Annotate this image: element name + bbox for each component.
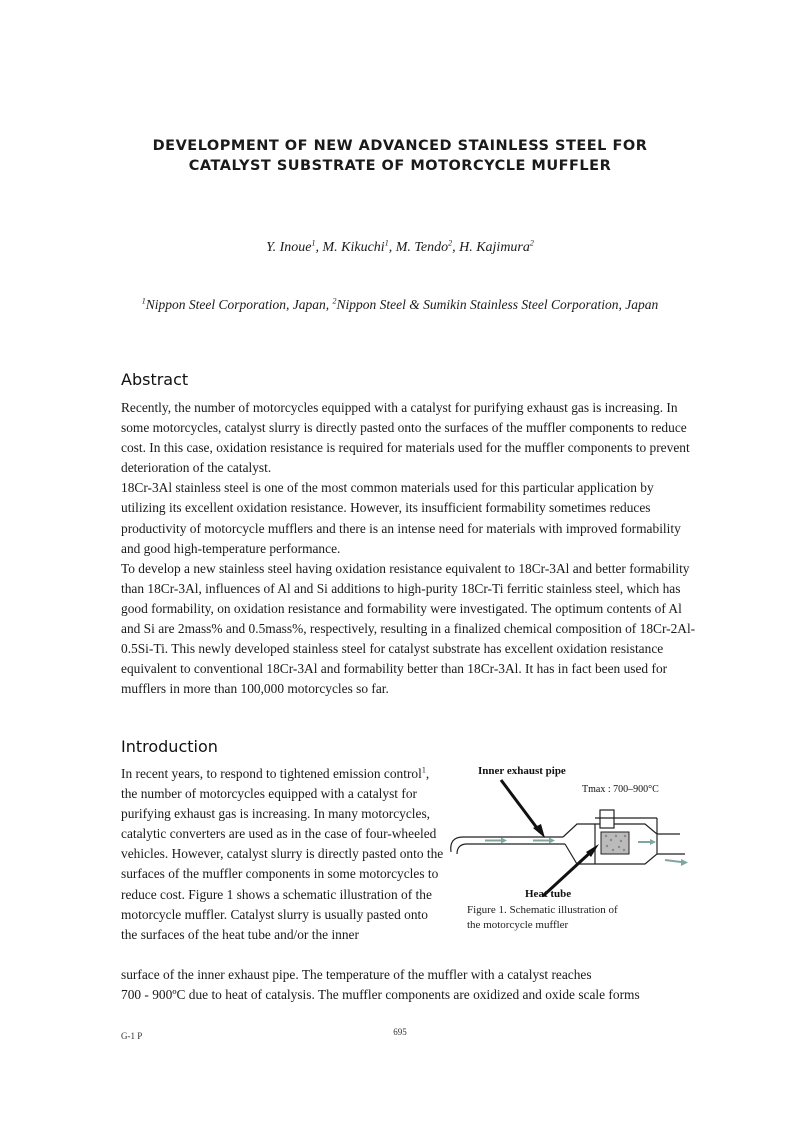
affiliations: $^1$Nippon Steel Corporation, Japan, $^2$Nippon Steel & Sumikin Stainless Steel Corporation, Japan xyxy=(141,296,659,312)
citation-sup: 1 xyxy=(421,765,426,775)
author-name: M. Tendo xyxy=(395,240,449,255)
intro-line: surface of the inner exhaust pipe. The temperature of the muffler with a catalyst reaches xyxy=(121,967,592,982)
footer-session-code: G-1 P xyxy=(121,1031,143,1041)
label-heat-tube: Heat tube xyxy=(525,888,572,900)
pipe-inlet-curve-bottom xyxy=(457,844,467,854)
abstract-paragraph: 18Cr-3Al stainless steel is one of the most common materials used for this particular application by utilizing its excellent oxidation resistance. However, its insufficient formability sometimes reduces productivity of motorcycle mufflers and there is an intense need for materials with improved formability and good high-temperature performance. xyxy=(121,480,681,556)
abstract-body xyxy=(121,398,701,699)
author-affil-sup: 2 xyxy=(448,238,453,248)
caption-line: Figure 1. Schematic illustration of xyxy=(467,904,618,916)
intro-text: , the number of motorcycles equipped with a catalyst for purifying exhaust gas is increasing. In many motorcycles, catalytic converters are used as in the case of four-wheeled vehicles. However, catalyst slurry is directly pasted onto the surfaces of the muffler components in some motorcycles to reduce cost. Figure 1 shows a schematic illustration of the motorcycle muffler. Catalyst slurry is usually pasted onto the surfaces of the heat tube and/or the inner xyxy=(121,766,444,942)
label-inner-exhaust-pipe: Inner exhaust pipe xyxy=(478,765,566,777)
intro-text: In recent years, to respond to tightened emission control xyxy=(121,766,422,781)
author-list: Y. Inoue$^1$, M. Kikuchi$^1$, M. Tendo$^2$, H. Kajimura$^2$ xyxy=(266,238,534,255)
title-line-2: CATALYST SUBSTRATE OF MOTORCYCLE MUFFLER xyxy=(188,158,612,174)
abstract-paragraph: Recently, the number of motorcycles equipped with a catalyst for purifying exhaust gas is increasing. In some motorcycles, catalyst slurry is directly pasted onto the surfaces of the muffler components to reduce cost. In this case, oxidation resistance is required for materials used for the muffler components to prevent deterioration of the catalyst. xyxy=(121,400,690,476)
author-affil-sup: 1 xyxy=(311,238,316,248)
label-tmax: Tmax : 700–900°C xyxy=(582,784,659,795)
author-name: M. Kikuchi xyxy=(322,240,385,255)
abstract-heading: Abstract xyxy=(121,370,189,389)
figure-caption xyxy=(467,903,667,933)
author-affil-sup: 1 xyxy=(384,238,389,248)
muffler-drawing xyxy=(451,810,685,864)
abstract-paragraph: To develop a new stainless steel having oxidation resistance equivalent to 18Cr-3Al and better formability than 18Cr-3Al, influences of Al and Si additions to high-purity 18Cr-Ti ferritic stainless steel, which has good formability, on oxidation resistance and formability were investigated. The optimum contents of Al and Si are 2mass% and 0.5mass%, respectively, resulting in a finalized chemical composition of 18Cr-2Al-0.5Si-Ti. This newly developed stainless steel for catalyst substrate has excellent oxidation resistance equivalent to conventional 18Cr-3Al and formability better than 18Cr-3Al. It has in fact been used for mufflers in more than 100,000 motorcycles so far. xyxy=(121,560,696,697)
paper-title xyxy=(60,136,740,176)
page-number: 695 xyxy=(393,1027,407,1037)
pipe-inlet-curve-top xyxy=(451,837,463,852)
author-name: H. Kajimura xyxy=(459,240,530,255)
author-affil-sup: 2 xyxy=(529,238,534,248)
introduction-heading: Introduction xyxy=(121,737,218,756)
caption-line: the motorcycle muffler xyxy=(467,919,569,931)
author-name: Y. Inoue xyxy=(266,240,312,255)
introduction-full-width-text xyxy=(121,965,721,1005)
affil-name: Nippon Steel & Sumikin Stainless Steel Corporation, Japan xyxy=(336,297,659,312)
affil-sup: 1 xyxy=(141,296,146,306)
intro-line: 700 - 900ºC due to heat of catalysis. The muffler components are oxidized and oxide scale forms xyxy=(121,987,640,1003)
pointer-arrows xyxy=(501,780,593,896)
title-line-1: DEVELOPMENT OF NEW ADVANCED STAINLESS STEEL FOR xyxy=(152,138,648,154)
affil-sup: 2 xyxy=(332,296,337,306)
affil-name: Nippon Steel Corporation, Japan xyxy=(145,297,326,312)
introduction-wrapped-text xyxy=(121,764,446,945)
